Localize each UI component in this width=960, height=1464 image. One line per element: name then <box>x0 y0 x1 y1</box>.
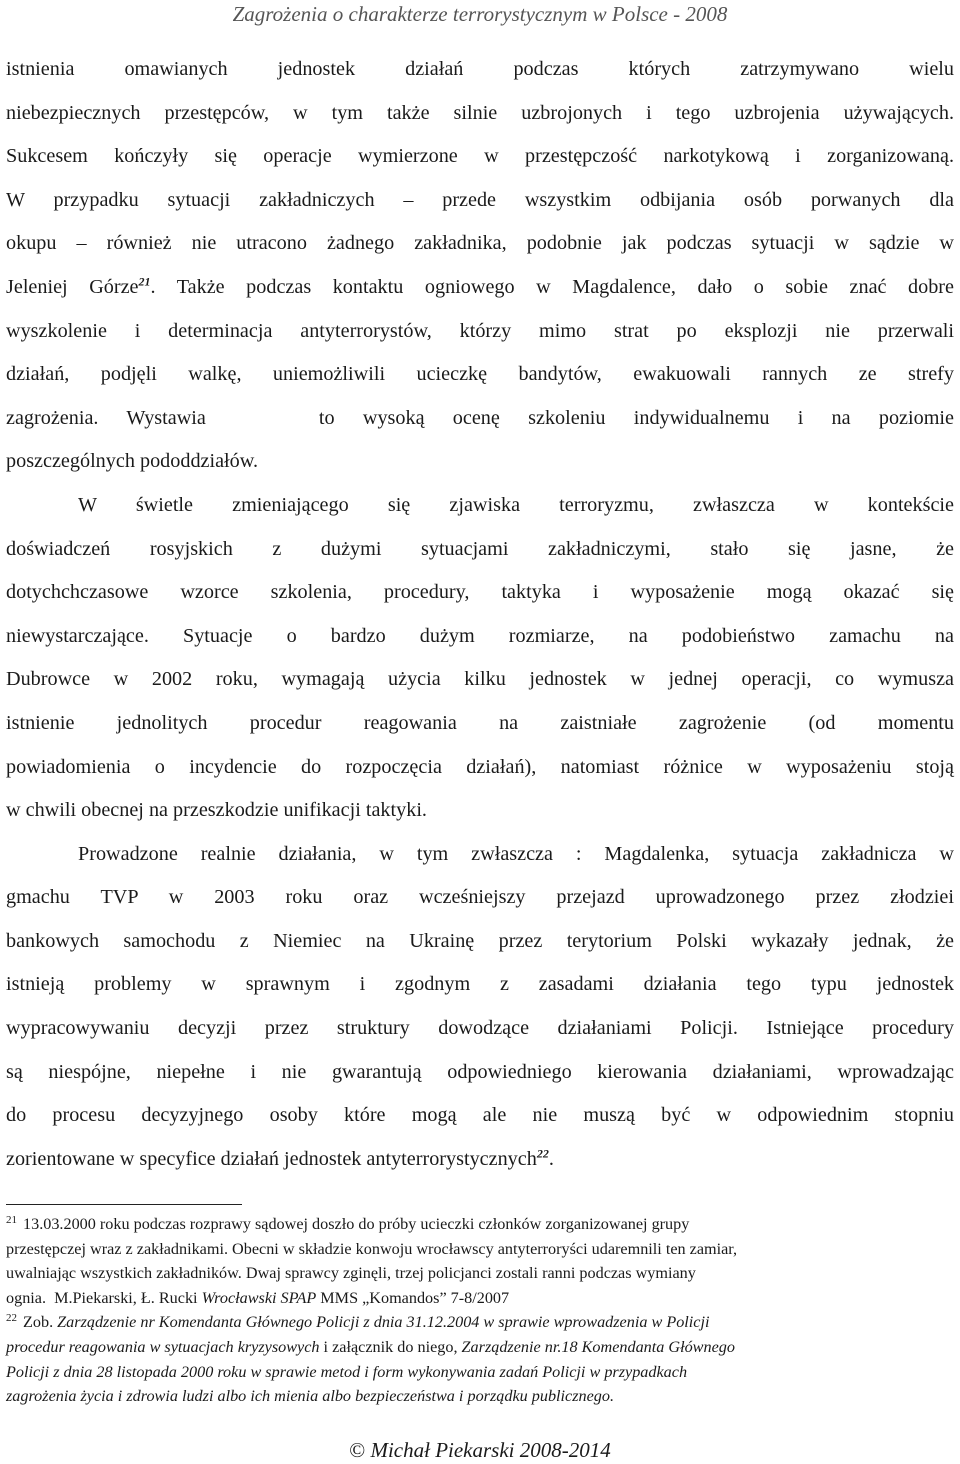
text-line <box>6 1138 954 1182</box>
footnote-line: zagrożenia życia i zdrowia ludzi albo ich mienia albo bezpieczeństwa i porządku publicznego. <box>6 1387 615 1406</box>
footnote-line <box>6 1286 954 1311</box>
text-line: zagrożenia. Wystawia to wysoką ocenę szkoleniu indywidualnemu i na poziomie <box>6 406 954 429</box>
text-line <box>6 266 954 310</box>
text-line: istnieją problemy w sprawnym i zgodnym z zasadami działania tego typu jednostek <box>6 973 954 996</box>
footnote-text-italic: Zarządzenie nr.18 Komendanta Głównego <box>461 1337 735 1356</box>
footnote-ref-21[interactable]: 21 <box>138 274 151 289</box>
text-line: bankowych samochodu z Niemiec na Ukrainę przez terytorium Polski wykazały jednak, że <box>6 929 954 952</box>
footnote-line <box>6 1212 954 1237</box>
text-line: poszczególnych pododdziałów. <box>6 450 259 473</box>
paragraph-3 <box>6 833 954 1182</box>
footnotes <box>6 1212 954 1409</box>
text-line: Dubrowce w 2002 roku, wymagają użycia kilku jednostek w jednej operacji, co wymusza <box>6 668 954 691</box>
text-line: niebezpiecznych przestępców, w tym także silnie uzbrojonych i tego uzbrojenia używających. <box>6 101 954 124</box>
text-line: gmachu TVP w 2003 roku oraz wcześniejszy przejazd uprowadzonego przez złodziei <box>6 886 954 909</box>
text-line: W przypadku sytuacji zakładniczych – przede wszystkim odbijania osób porwanych dla <box>6 188 954 211</box>
footnote-text: i załącznik do niego, <box>319 1337 462 1356</box>
footnote-line: Policji z dnia 28 listopada 2000 roku w sprawie metod i form wykonywania zadań Policji w przypadkach <box>6 1362 688 1381</box>
text-line: wyszkolenie i determinacja antyterrorystów, którzy mimo strat po eksplozji nie przerwali <box>6 319 954 342</box>
footnote-text-italic: procedur reagowania w sytuacjach kryzysowych <box>6 1337 320 1356</box>
text-line: Sukcesem kończyły się operacje wymierzone w przestępczość narkotykową i zorganizowaną. <box>6 145 954 168</box>
footnote-ref-22[interactable]: 22 <box>536 1146 549 1161</box>
running-header <box>0 0 960 30</box>
footnote-text: ognia. M.Piekarski, Ł. Rucki <box>6 1288 202 1307</box>
footnote-text: Zob. <box>23 1313 58 1332</box>
text-line: istnienia omawianych jednostek działań podczas których zatrzymywano wielu <box>6 58 954 80</box>
footnote-line: uwalniając wszystkich zakładników. Dwaj sprawcy zginęli, trzej policjanci zostali ranni podczas wymiany <box>6 1264 696 1283</box>
footnote-22 <box>6 1310 954 1408</box>
text-line: wypracowywaniu decyzji przez struktury dowodzące działaniami Policji. Istniejące procedury <box>6 1017 954 1040</box>
footnote-line: przestępczej wraz z zakładnikami. Obecni w składzie konwoju wrocławscy antyterroryści udaremnili ten zamiar, <box>6 1239 738 1258</box>
footnote-text: 13.03.2000 roku podczas rozprawy sądowej doszło do próby ucieczki członków zorganizowanej grupy <box>23 1215 690 1233</box>
text-line: do procesu decyzyjnego osoby które mogą ale nie muszą być w odpowiednim stopniu <box>6 1104 954 1127</box>
text-line: istnienie jednolitych procedur reagowania na zaistniałe zagrożenie (od momentu <box>6 711 954 734</box>
text-line: dotychchczasowe wzorce szkolenia, procedury, taktyka i wyposażenie mogą okazać się <box>6 581 954 604</box>
footnote-number: 21 <box>6 1213 17 1226</box>
text-segment: zorientowane w specyfice działań jednostek antyterrorystycznych <box>6 1147 537 1170</box>
footnote-separator <box>6 1204 242 1205</box>
footnote-21 <box>6 1212 954 1310</box>
footnote-line <box>6 1310 954 1335</box>
text-line: W świetle zmieniającego się zjawiska terroryzmu, zwłaszcza w kontekście <box>78 493 954 516</box>
text-line: Prowadzone realnie działania, w tym zwłaszcza : Magdalenka, sytuacja zakładnicza w <box>78 842 954 865</box>
text-line: niewystarczające. Sytuacje o bardzo dużym rozmiarze, na podobieństwo zamachu na <box>6 624 954 647</box>
body-text <box>6 48 954 1181</box>
text-line: w chwili obecnej na przeszkodzie unifikacji taktyki. <box>6 799 427 822</box>
text-segment: Jeleniej Górze <box>6 275 139 298</box>
footer-author: Michał Piekarski 2008-2014 <box>370 1438 611 1462</box>
footnote-text-italic: Wrocławski SPAP <box>201 1288 317 1307</box>
header-title: Zagrożenia o charakterze terrorystycznym w Polsce - 2008 <box>232 2 728 26</box>
text-segment: . Także podczas kontaktu ogniowego w Magdalence, dało o sobie znać dobre <box>150 275 954 298</box>
paragraph-2 <box>6 484 954 833</box>
text-line: są niespójne, niepełne i nie gwarantują odpowiedniego kierowania działaniami, wprowadzając <box>6 1060 954 1083</box>
page-footer <box>0 1436 960 1464</box>
text-line: doświadczeń rosyjskich z dużymi sytuacjami zakładniczymi, stało się jasne, że <box>6 537 954 560</box>
paragraph-1 <box>6 48 954 484</box>
footnote-line <box>6 1335 954 1360</box>
footnote-text-italic: Zarządzenie nr Komendanta Głównego Policji z dnia 31.12.2004 w sprawie wprowadzenia w Policji <box>57 1313 710 1332</box>
copyright-icon: © <box>349 1438 366 1462</box>
text-segment: . <box>548 1147 554 1170</box>
footnote-text: MMS „Komandos” 7-8/2007 <box>316 1288 510 1307</box>
text-line: powiadomienia o incydencie do rozpoczęcia działań), natomiast różnice w wyposażeniu stoją <box>6 755 954 778</box>
text-line: działań, podjęli walkę, uniemożliwili ucieczkę bandytów, ewakuowali rannych ze strefy <box>6 363 954 386</box>
text-line: okupu – również nie utracono żadnego zakładnika, podobnie jak podczas sytuacji w sądzie w <box>6 232 954 255</box>
footnote-number: 22 <box>6 1311 17 1324</box>
